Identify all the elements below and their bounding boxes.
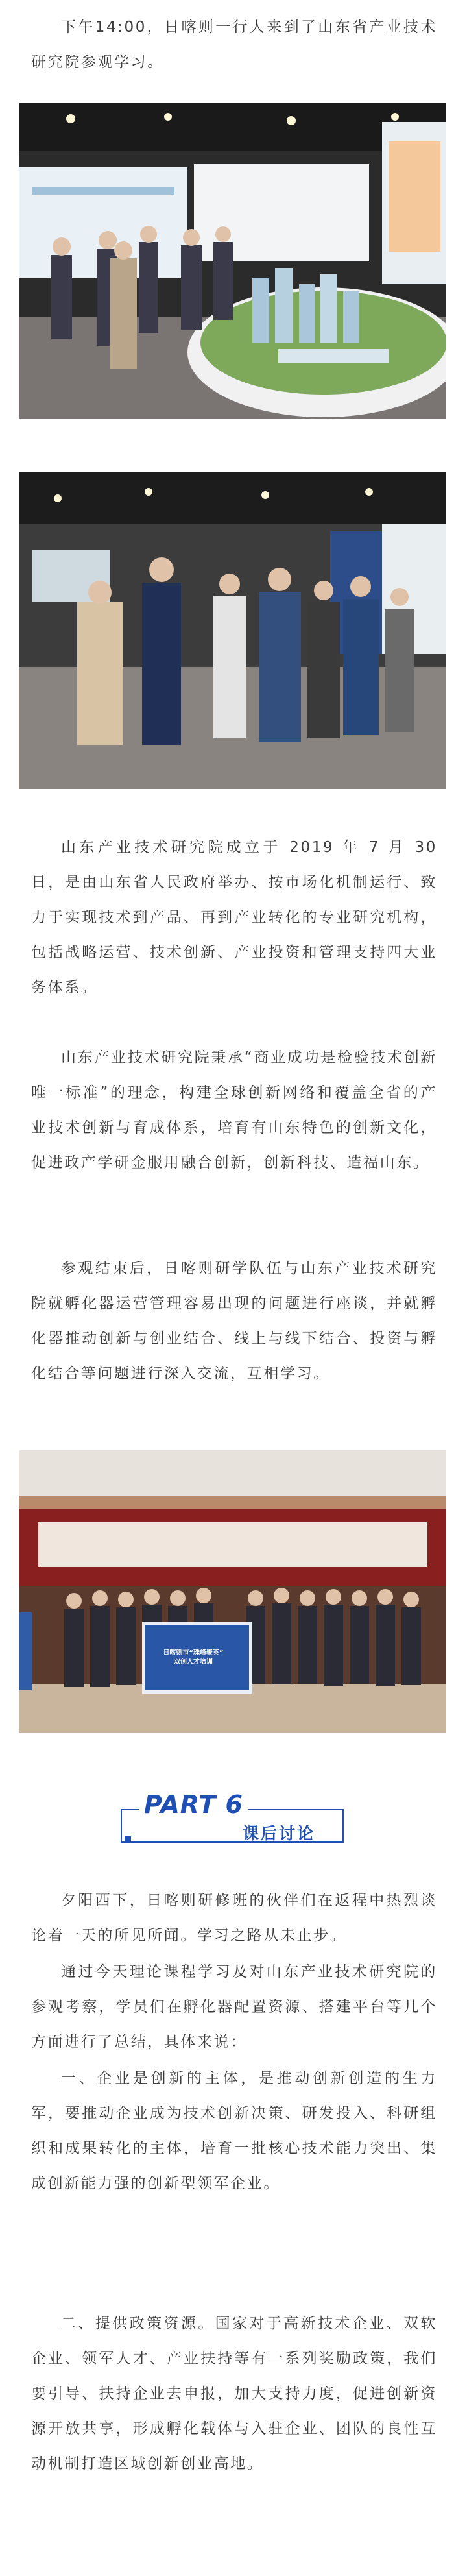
group-photo xyxy=(19,1450,446,1733)
banner-line-2: 双创人才培训 xyxy=(174,1659,213,1666)
part6-dot-icon xyxy=(125,1836,131,1843)
part6-paragraph-3: 一、企业是创新的主体，是推动创新创造的生力军，要推动企业成为技术创新决策、研发投入、科研组织和成果转化的主体，培育一批核心技术能力突出、集成创新能力强的创新型领军企业。 xyxy=(31,2070,437,2192)
training-banner xyxy=(141,1625,246,1690)
part6-paragraph-4: 二、提供政策资源。国家对于高新技术企业、双软企业、领军人才、产业扶持等有一系列奖励政策，我们要引导、扶持企业去申报，加大支持力度，促进创新资源开放共享，形成孵化载体与入驻企业、团队的良性互动机制打造区域创新创业高地。 xyxy=(31,2315,437,2472)
institute-founding-paragraph: 山东产业技术研究院成立于 2019 年 7 月 30 日，是由山东省人民政府举办、按市场化机制运行、致力于实现技术到产品、再到产业转化的专业研究机构，包括战略运营、技术创新、产业投资和管理支持四大业务体系。 xyxy=(31,839,437,996)
institute-philosophy-paragraph: 山东产业技术研究院秉承“商业成功是检验技术创新唯一标准”的理念，构建全球创新网络和覆盖全省的产业技术创新与育成体系，培育有山东特色的创新文化，促进政产学研金服用融合创新，创新科技、造福山东。 xyxy=(31,1049,437,1171)
part6-paragraph-1: 夕阳西下，日喀则研修班的伙伴们在返程中热烈谈论着一天的所见所闻。学习之路从未止步。 xyxy=(31,1892,437,1944)
group-tour-photo xyxy=(19,472,446,789)
part6-title xyxy=(139,1790,248,1819)
part6-label: PART 6 xyxy=(144,1790,243,1819)
exhibition-model-photo xyxy=(19,103,446,419)
part6-subtitle: 课后讨论 xyxy=(243,1824,316,1843)
part6-paragraph-2: 通过今天理论课程学习及对山东产业技术研究院的参观考察，学员们在孵化器配置资源、搭建平台等几个方面进行了总结，具体来说： xyxy=(31,1963,437,2050)
banner-line-1: 日喀则市“珠峰聚英” xyxy=(163,1649,224,1657)
part6-heading xyxy=(121,1789,348,1847)
visit-end-paragraph: 参观结束后，日喀则研学队伍与山东产业技术研究院就孵化器运营管理容易出现的问题进行座谈，并就孵化器推动创新与创业结合、线上与线下结合、投资与孵化结合等问题进行深入交流，互相学习。 xyxy=(31,1260,437,1382)
intro-paragraph: 下午14:00，日喀则一行人来到了山东省产业技术研究院参观学习。 xyxy=(31,19,437,71)
